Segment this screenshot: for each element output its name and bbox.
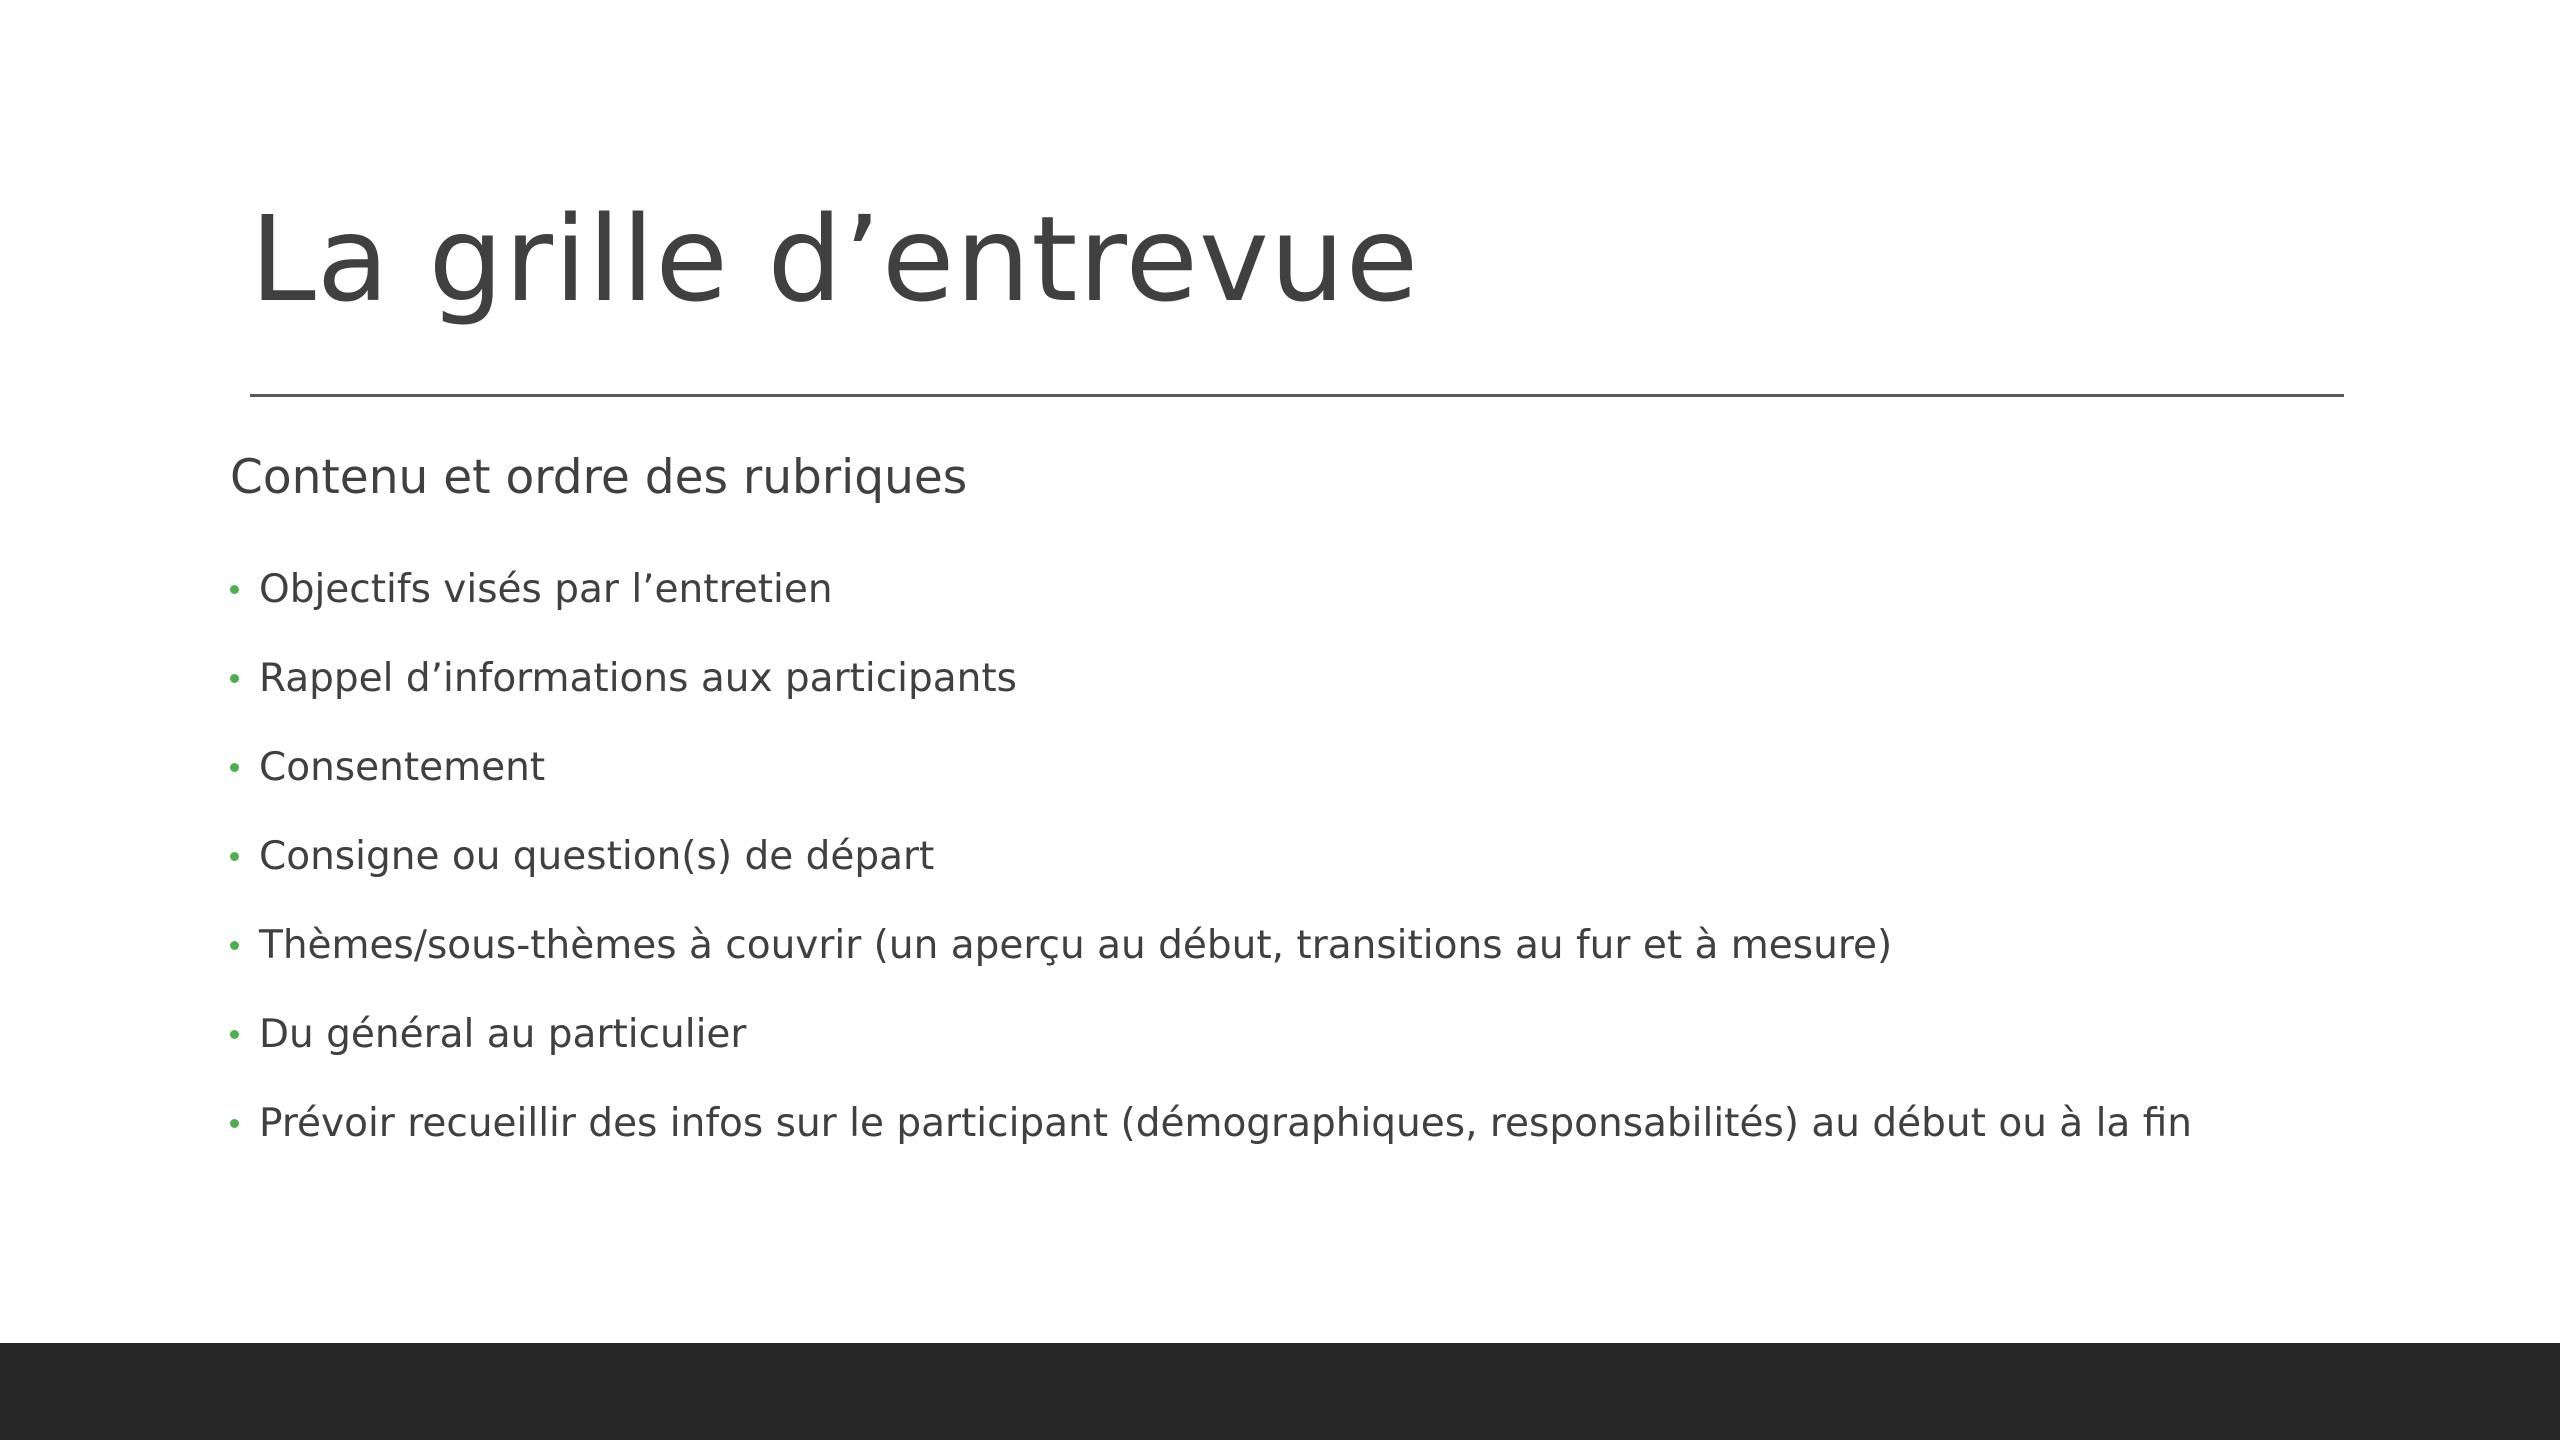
bullet-dot-icon [230, 763, 239, 772]
bullet-dot-icon [230, 1119, 239, 1128]
bullet-item [230, 634, 2192, 723]
bullet-item [230, 901, 2192, 990]
bullet-text: Objectifs visés par l’entretien [259, 567, 833, 612]
footer-bar [0, 1343, 2560, 1440]
bullet-item [230, 990, 2192, 1079]
slide-title: La grille d’entrevue [250, 190, 1420, 328]
bullet-text: Prévoir recueillir des infos sur le participant (démographiques, responsabilités) au début ou à la fin [259, 1101, 2193, 1146]
bullet-dot-icon [230, 674, 239, 683]
bullet-dot-icon [230, 585, 239, 594]
bullet-dot-icon [230, 1030, 239, 1039]
bullet-dot-icon [230, 852, 239, 861]
bullet-text: Consigne ou question(s) de départ [259, 834, 935, 879]
bullet-text: Consentement [259, 745, 546, 790]
bullet-text: Rappel d’informations aux participants [259, 656, 1018, 701]
bullet-text: Du général au particulier [259, 1012, 747, 1057]
title-divider [250, 394, 2344, 397]
bullet-item [230, 1079, 2192, 1168]
bullet-item [230, 723, 2192, 812]
slide-subheading: Contenu et ordre des rubriques [230, 450, 968, 505]
bullet-item [230, 812, 2192, 901]
bullet-item [230, 545, 2192, 634]
bullet-text: Thèmes/sous-thèmes à couvrir (un aperçu au début, transitions au fur et à mesure) [259, 923, 1893, 968]
bullet-dot-icon [230, 941, 239, 950]
bullet-list [230, 545, 2192, 1168]
